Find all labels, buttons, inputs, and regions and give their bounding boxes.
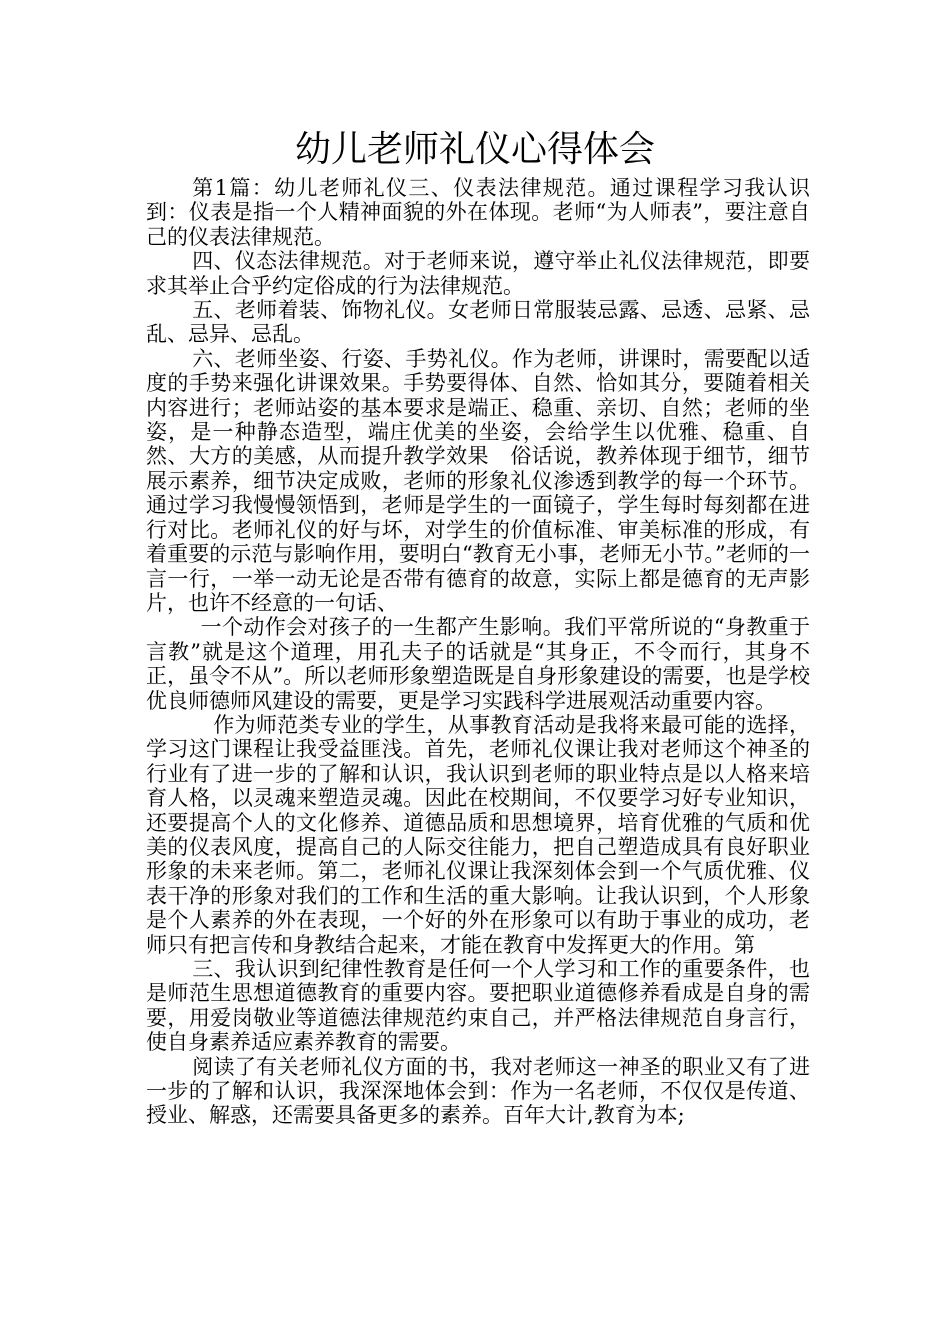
paragraph-4: 六、老师坐姿、行姿、手势礼仪。作为老师，讲课时，需要配以适度的手势来强化讲课效果。手势要得体、自然、恰如其分，要随着相关内容进行；老师站姿的基本要求是端正、稳重、亲切、自然；老师的坐姿，是一种静态造型，端庄优美的坐姿，会给学生以优雅、稳重、自然、大方的美感，从而提升教学效果 俗话说，教养体现于细节，细节展示素养，细节决定成败，老师的形象礼仪渗透到教学的每一个环节。通过学习我慢慢领悟到，老师是学生的一面镜子，学生每时每刻都在进行对比。老师礼仪的好与坏，对学生的价值标准、审美标准的形成，有着重要的示范与影响作用，要明白“教育无小事，老师无小节。”老师的一言一行，一举一动无论是否带有德育的故意，实际上都是德育的无声影片，也许不经意的一句话、 [146, 346, 810, 615]
paragraph-6: 作为师范类专业的学生，从事教育活动是我将来最可能的选择，学习这门课程让我受益匪浅。首先，老师礼仪课让我对老师这个神圣的行业有了进一步的了解和认识，我认识到老师的职业特点是以人格来培育人格，以灵魂来塑造灵魂。因此在校期间，不仅要学习好专业知识，还要提高个人的文化修养、道德品质和思想境界，培育优雅的气质和优美的仪表风度，提高自己的人际交往能力，把自己塑造成具有良好职业形象的未来老师。第二，老师礼仪课让我深刻体会到一个气质优雅、仪表干净的形象对我们的工作和生活的重大影响。让我认识到，个人形象是个人素养的外在表现，一个好的外在形象可以有助于事业的成功，老师只有把言传和身教结合起来，才能在教育中发挥更大的作用。第 [146, 712, 810, 957]
document-title: 幼儿老师礼仪心得体会 [294, 129, 655, 170]
paragraph-5: 一个动作会对孩子的一生都产生影响。我们平常所说的“身教重于言教”就是这个道理，用孔夫子的话就是“其身正，不令而行，其身不正，虽令不从”。所以老师形象塑造既是自身形象建设的需要，也是学校优良师德师风建设的需要，更是学习实践科学进展观活动重要内容。 [146, 615, 810, 713]
paragraph-8: 阅读了有关老师礼仪方面的书，我对老师这一神圣的职业又有了进一步的了解和认识，我深深地体会到：作为一名老师，不仅仅是传道、授业、解惑，还需要具备更多的素养。百年大计,教育为本; [146, 1054, 810, 1128]
paragraph-2: 四、仪态法律规范。对于老师来说，遵守举止礼仪法律规范，即要求其举止合乎约定俗成的行为法律规范。 [146, 249, 810, 298]
paragraph-3: 五、老师着装、饰物礼仪。女老师日常服装忌露、忌透、忌紧、忌乱、忌异、忌乱。 [146, 298, 810, 347]
paragraph-1: 第1篇：幼儿老师礼仪三、仪表法律规范。通过课程学习我认识到：仪表是指一个人精神面貌的外在体现。老师“为人师表”，要注意自己的仪表法律规范。 [146, 176, 810, 249]
paragraph-7: 三、我认识到纪律性教育是任何一个人学习和工作的重要条件，也是师范生思想道德教育的重要内容。要把职业道德修养看成是自身的需要，用爱岗敬业等道德法律规范约束自己，并严格法律规范自身言行，使自身素养适应素养教育的需要。 [146, 957, 810, 1055]
document-body [146, 176, 810, 1128]
